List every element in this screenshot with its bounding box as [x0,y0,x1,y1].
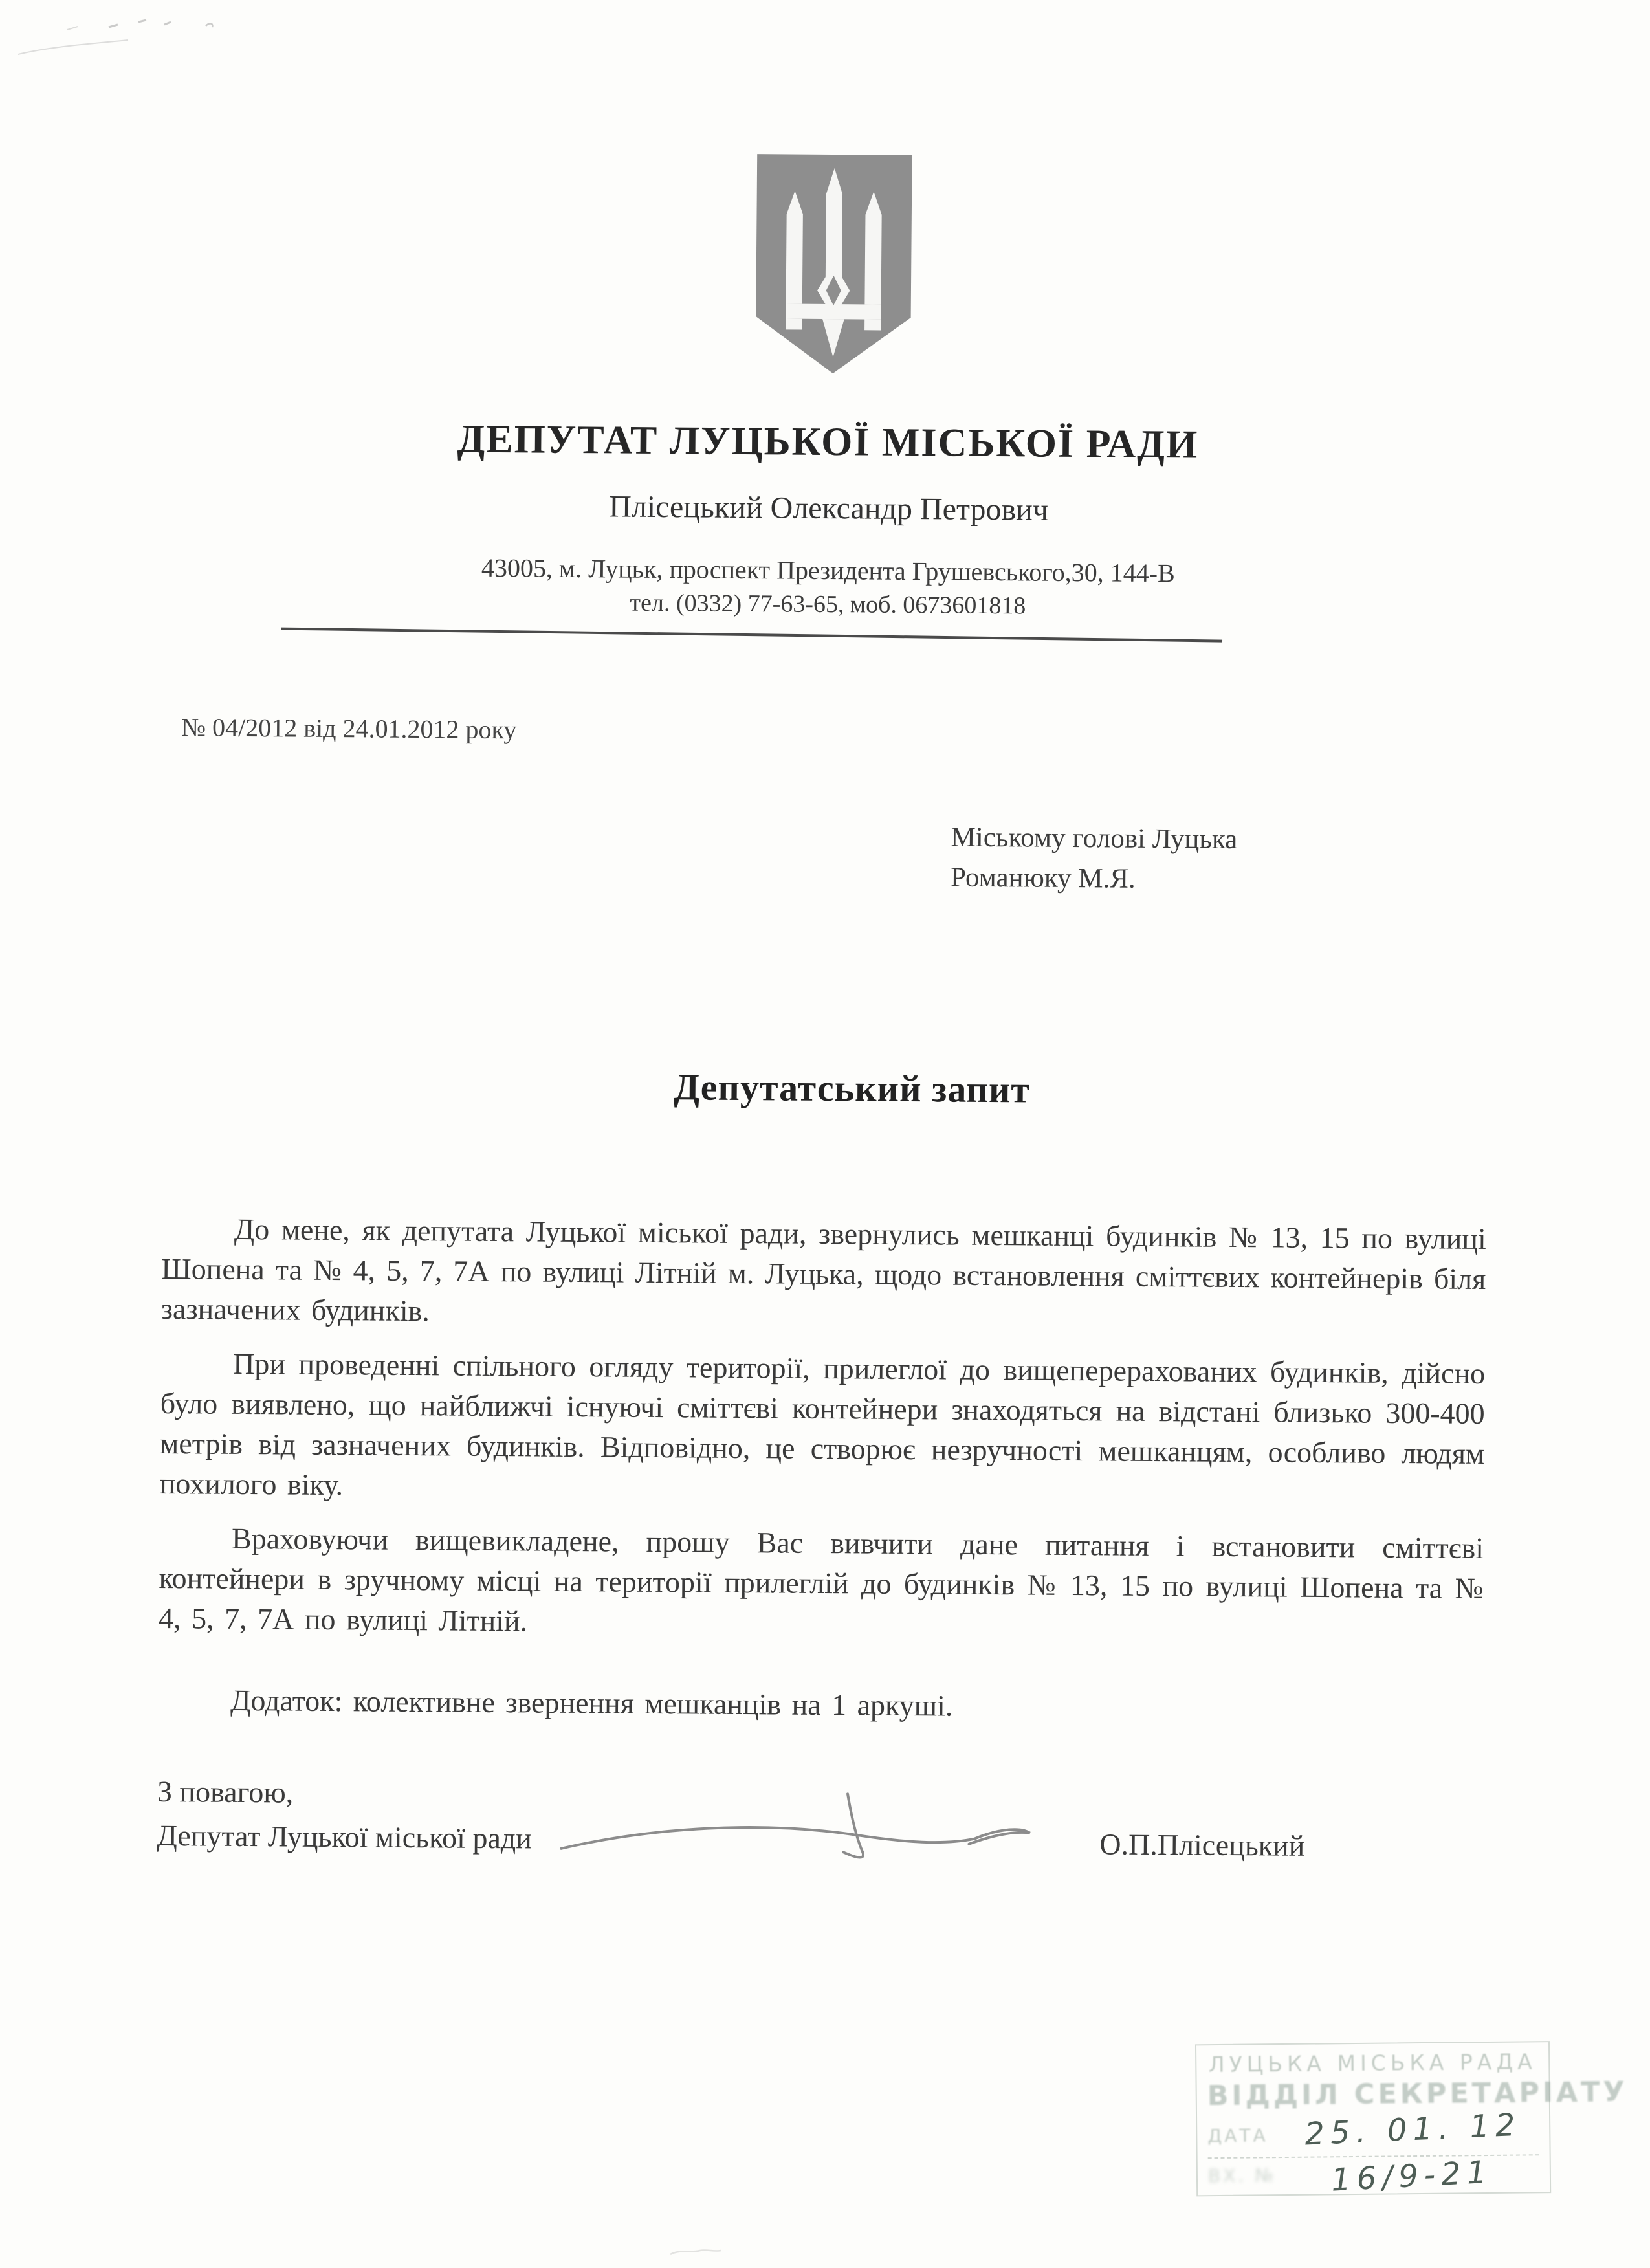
stamp-index-row [1208,2155,1540,2204]
handwritten-signature-icon [555,1787,1034,1868]
stamp-org-line2: ВІДДІЛ СЕКРЕТАРІАТУ [1207,2075,1628,2113]
stamp-date-label: ДАТА [1207,2124,1268,2147]
stamp-date-handwritten: 25. 01. 12 [1304,2106,1522,2153]
document-title: Депутатський запит [673,1066,1031,1111]
letterhead-divider-rule [281,628,1222,643]
signer-position: Депутат Луцької міської ради [157,1818,533,1855]
ukraine-trident-emblem-icon [751,140,916,388]
signer-name: О.П.Плісецький [1099,1827,1305,1862]
stamp-org-line1: ЛУЦЬКА МІСЬКА РАДА [1208,2049,1537,2078]
addressee-block [951,818,1238,900]
letter-body [158,1209,1486,1745]
closing-salutation: З повагою, [157,1774,294,1809]
attachment-line: Додаток: колективне звернення мешканців на 1 аркуші. [230,1683,953,1723]
body-paragraph-3: Враховуючи вищевикладене, прошу Вас вивчити дане питання і встановити сміттєві контейнери в зручному місці на території прилеглій до будинків № 13, 15 по вулиці Шопена та № 4, 5, 7, 7А по вулиці Літній. [158,1521,1484,1638]
stamp-date-row [1207,2106,1539,2159]
letterhead-person-name: Плісецький Олександр Петрович [609,489,1049,527]
letterhead-phone: тел. (0332) 77-63-65, моб. 0673601818 [630,589,1026,620]
letterhead-address: 43005, м. Луцьк, проспект Президента Грушевського,30, 144-В [481,553,1175,588]
scan-smudge-mark [666,2244,725,2260]
body-paragraph-1: До мене, як депутата Луцької міської ради, звернулись мешканці будинків № 13, 15 по вулиці Шопена та № 4, 5, 7, 7А по вулиці Літній м. Луцька, щодо встановлення сміттєвих контейнерів біля зазначених будинків. [160,1212,1486,1328]
reference-number-line: № 04/2012 від 24.01.2012 року [181,712,517,745]
addressee-line1: Міському голові Луцька [951,822,1238,855]
letterhead-org-title: ДЕПУТАТ ЛУЦЬКОЇ МІСЬКОЇ РАДИ [457,417,1199,467]
body-paragraph-2: При проведенні спільного огляду території, прилеглої до вищеперерахованих будинків, дійсно було виявлено, що найближчі існуючі сміттєві контейнери знаходяться на відстані близько 300-400 метрів від зазначених будинків. Відповідно, це створює незручності мешканцям, особливо людям похилого віку. [159,1347,1486,1502]
stamp-index-label: ВХ. № [1207,2164,1277,2187]
stamp-index-handwritten: 16/9-21 [1330,2153,1493,2199]
addressee-line2: Романюку М.Я. [950,862,1136,894]
registration-stamp [1195,2041,1628,2199]
